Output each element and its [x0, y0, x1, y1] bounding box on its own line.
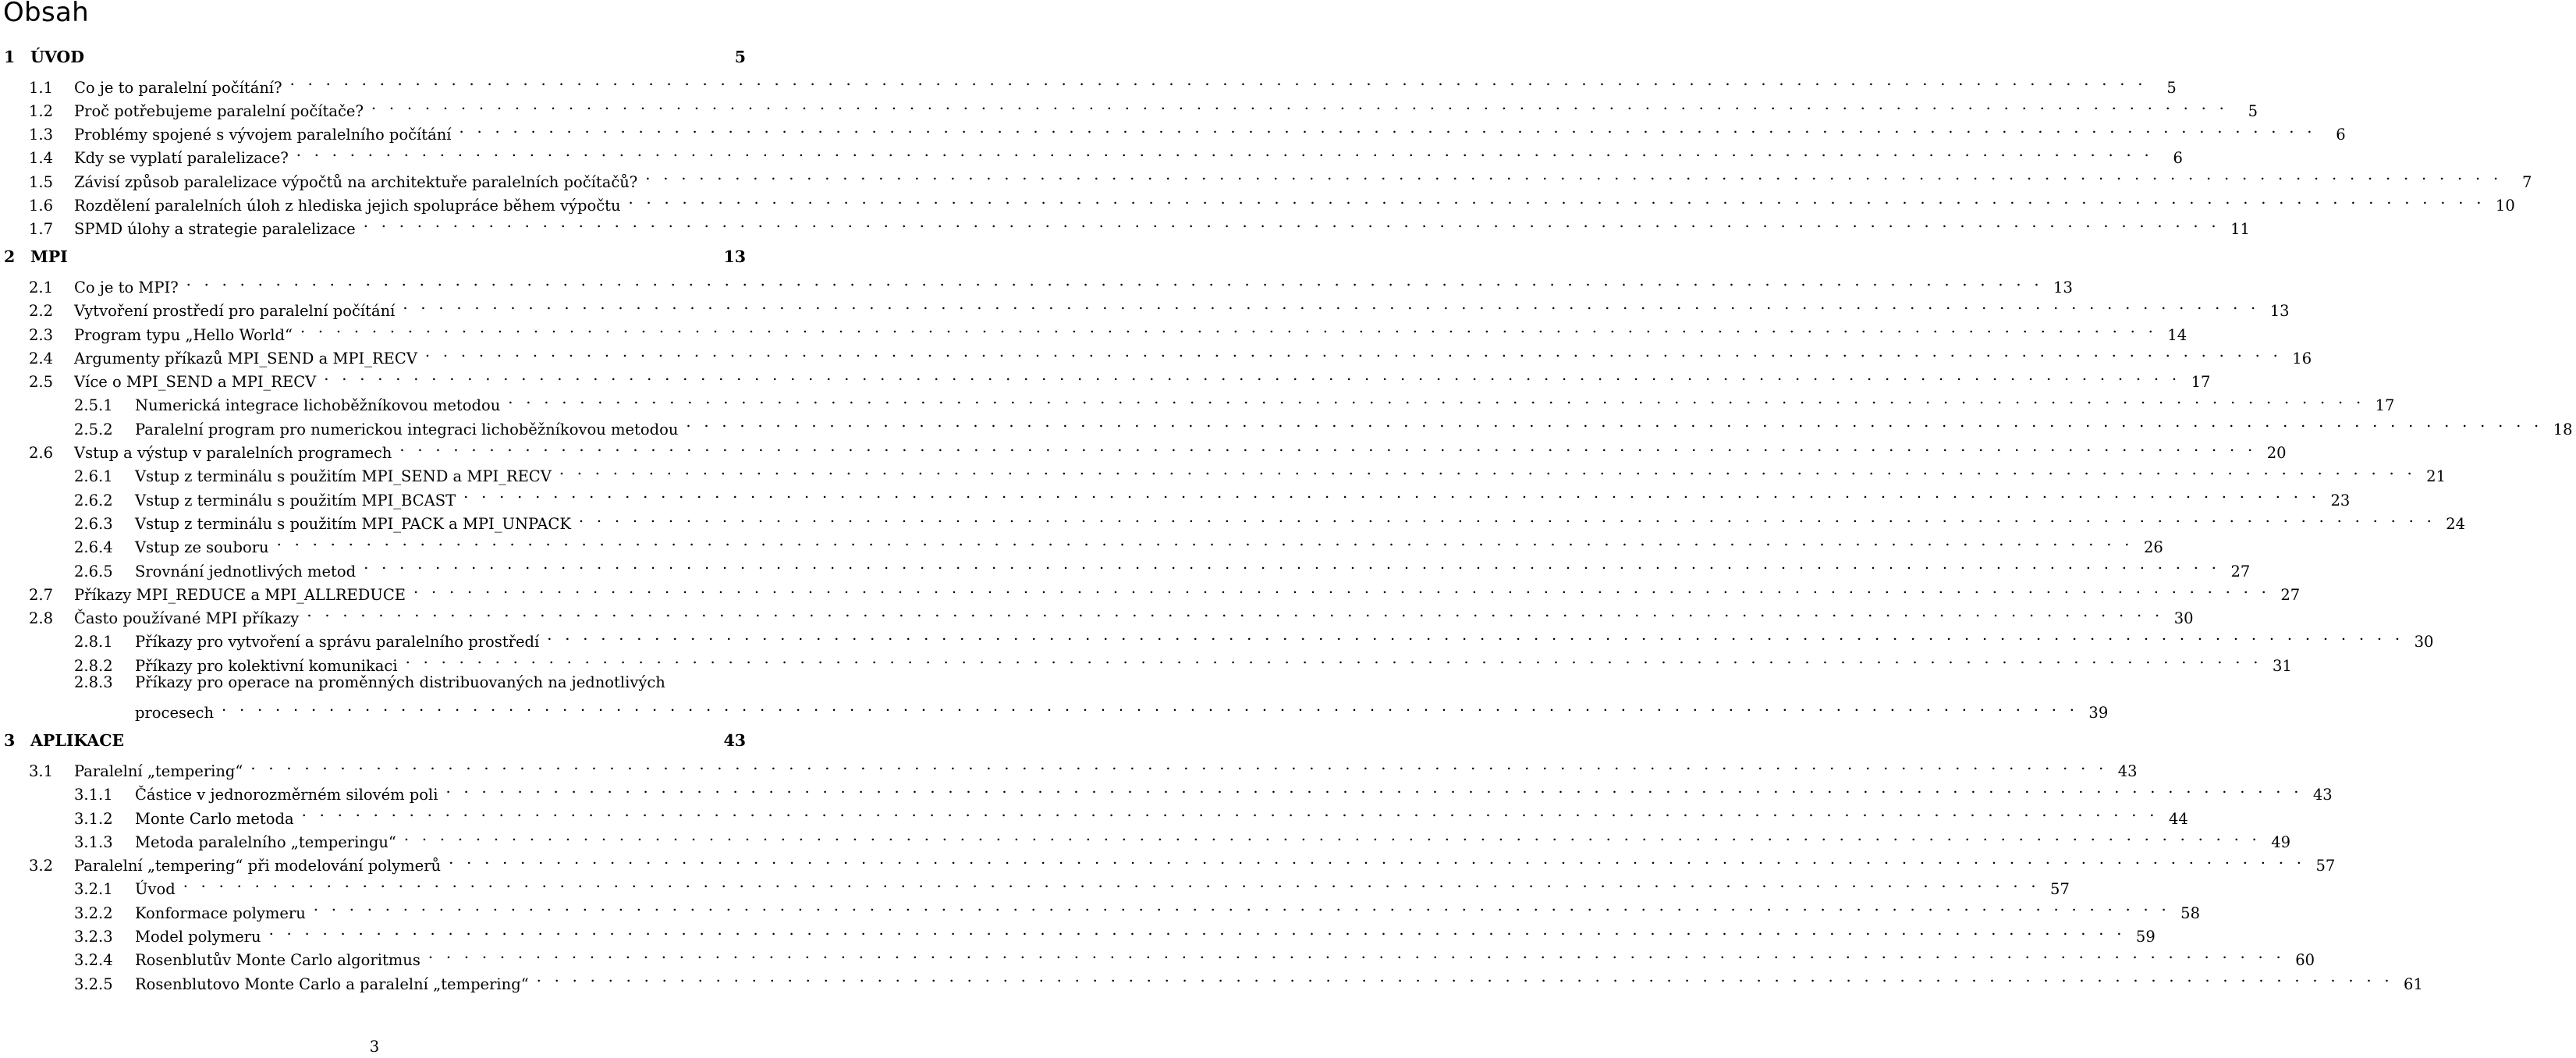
entry-title: Vstup a výstup v paralelních programech	[74, 444, 392, 463]
entry-page-number: 30	[2414, 633, 2434, 651]
toc-chapter	[0, 729, 2423, 993]
entry-number: 1.7	[29, 220, 54, 239]
page-title: Obsah	[3, 0, 89, 28]
page-number: 3	[369, 1038, 380, 1056]
entry-title: Rozdělení paralelních úloh z hlediska jejich spolupráce během výpočtu	[74, 197, 621, 215]
entry-number: 2.6.1	[74, 467, 113, 486]
entry-page-number: 20	[2266, 444, 2287, 463]
entry-number: 1	[4, 48, 16, 66]
entry-page-number: 58	[2180, 904, 2200, 922]
entry-number: 2.5.2	[74, 420, 113, 438]
toc-subsection-entry[interactable]	[0, 647, 2292, 675]
toc-chapter-entry[interactable]	[0, 245, 749, 268]
entry-title: Model polymeru	[135, 927, 261, 946]
entry-number: 3.1.3	[74, 833, 113, 851]
entry-title: Příkazy pro operace na proměnných distribuovaných na jednotlivých	[135, 673, 665, 691]
dot-leader	[282, 69, 2152, 92]
entry-page-number: 13	[723, 247, 746, 267]
entry-title: Co je to paralelní počítání?	[74, 78, 282, 97]
dot-leader	[678, 410, 2547, 434]
entry-number: 1.1	[29, 78, 54, 97]
entry-title: Paralelní program pro numerickou integraci lichoběžníkovou metodou	[135, 420, 679, 438]
entry-title: SPMD úlohy a strategie paralelizace	[74, 220, 356, 239]
entry-page-number: 14	[2167, 325, 2187, 344]
toc-subsection-entry[interactable]	[0, 458, 2446, 486]
toc-subsection-entry[interactable]	[0, 481, 2351, 509]
entry-page-number: 23	[2330, 491, 2351, 509]
toc-subsection-entry[interactable]	[0, 694, 2109, 722]
toc-section-entry[interactable]	[0, 364, 2211, 392]
entry-number: 2.8.1	[74, 633, 113, 651]
dot-leader	[316, 364, 2185, 387]
entry-title: APLIKACE	[30, 731, 125, 751]
entry-title: Vstup z terminálu s použitím MPI_SEND a MPI_RECV	[135, 467, 552, 486]
dot-leader	[637, 163, 2507, 186]
dot-leader	[539, 623, 2408, 647]
toc-subsection-entry[interactable]	[0, 800, 2188, 828]
entry-number: 2.1	[29, 278, 54, 296]
entry-page-number: 27	[2280, 585, 2301, 604]
entry-page-number: 5	[734, 48, 746, 66]
dot-leader	[396, 824, 2266, 847]
entry-title: MPI	[30, 247, 68, 267]
entry-page-number: 60	[2295, 951, 2315, 970]
entry-title: Proč potřebujeme paralelní počítače?	[74, 101, 364, 120]
entry-title: procesech	[135, 704, 215, 722]
toc-section-entry[interactable]	[0, 293, 2290, 321]
entry-page-number: 17	[2191, 373, 2211, 392]
entry-page-number: 49	[2271, 833, 2291, 851]
toc-subsection-entry[interactable]	[0, 410, 2573, 438]
entry-page-number: 57	[2315, 857, 2336, 875]
toc-section-entry[interactable]	[0, 187, 2515, 215]
entry-page-number: 13	[2053, 278, 2073, 296]
toc-subsection-entry[interactable]	[0, 871, 2070, 899]
entry-title: Příkazy MPI_REDUCE a MPI_ALLREDUCE	[74, 585, 406, 604]
dot-leader	[438, 776, 2308, 800]
toc-chapter-entry[interactable]	[0, 729, 749, 752]
dot-leader	[406, 577, 2275, 600]
entry-page-number: 6	[2173, 149, 2183, 168]
entry-page-number: 26	[2143, 538, 2163, 557]
dot-leader	[356, 552, 2225, 576]
entry-number: 2.5.1	[74, 396, 113, 415]
entry-title: Program typu „Hello World“	[74, 325, 293, 344]
entry-number: 1.4	[29, 149, 54, 168]
entry-number: 2	[4, 247, 16, 267]
entry-number: 2.8.3	[74, 673, 113, 691]
entry-title: Srovnání jednotlivých metod	[135, 562, 357, 580]
entry-page-number: 24	[2446, 514, 2466, 533]
toc-section-entry[interactable]	[0, 140, 2183, 168]
entry-title: Příkazy pro vytvoření a správu paralelního prostředí	[135, 633, 540, 651]
entry-page-number: 7	[2522, 172, 2532, 191]
entry-number: 3.2.2	[74, 904, 113, 922]
toc-section-entry[interactable]	[0, 163, 2532, 191]
entry-page-number: 61	[2404, 975, 2423, 993]
entry-number: 3.2.5	[74, 975, 113, 993]
entry-number: 2.8	[29, 609, 54, 628]
entry-page-number: 6	[2336, 126, 2346, 144]
toc-section-entry[interactable]	[0, 435, 2287, 463]
entry-title: Závisí způsob paralelizace výpočtů na architektuře paralelních počítačů?	[74, 172, 638, 191]
entry-title: Částice v jednorozměrném silovém poli	[135, 786, 438, 804]
entry-number: 2.5	[29, 373, 54, 392]
entry-title: Často používané MPI příkazy	[74, 609, 300, 628]
entry-number: 3.2.4	[74, 951, 113, 970]
entry-title: Kdy se vyplatí paralelizace?	[74, 149, 289, 168]
toc-section-entry[interactable]	[0, 116, 2346, 144]
table-of-contents	[0, 45, 2573, 1000]
entry-number: 3.2.3	[74, 927, 113, 946]
entry-number: 2.6.3	[74, 514, 113, 533]
entry-number: 2.2	[29, 302, 54, 321]
dot-leader	[356, 211, 2225, 234]
entry-page-number: 44	[2168, 809, 2188, 828]
entry-page-number: 27	[2230, 562, 2251, 580]
dot-leader	[456, 481, 2325, 505]
entry-title: Co je to MPI?	[74, 278, 179, 296]
entry-number: 2.7	[29, 585, 54, 604]
toc-subsection-entry[interactable]	[0, 552, 2251, 580]
entry-number: 3.1.1	[74, 786, 113, 804]
entry-number: 2.6.5	[74, 562, 113, 580]
dot-leader	[392, 435, 2261, 458]
entry-page-number: 57	[2050, 880, 2070, 899]
entry-title: Rosenblutův Monte Carlo algoritmus	[135, 951, 420, 970]
toc-subsection-entry[interactable]	[0, 894, 2200, 922]
entry-title: Více o MPI_SEND a MPI_RECV	[74, 373, 317, 392]
toc-section-entry[interactable]	[0, 600, 2194, 628]
entry-number: 1.3	[29, 126, 54, 144]
entry-number: 3.1	[29, 762, 54, 780]
dot-leader	[441, 847, 2310, 871]
dot-leader	[261, 918, 2131, 942]
entry-title: ÚVOD	[30, 48, 85, 66]
toc-section-entry[interactable]	[0, 269, 2073, 296]
dot-leader	[500, 387, 2369, 410]
toc-section-entry[interactable]	[0, 211, 2250, 239]
toc-chapter-entry[interactable]	[0, 45, 749, 69]
dot-leader	[294, 800, 2163, 823]
toc-section-entry[interactable]	[0, 847, 2336, 875]
entry-page-number: 59	[2135, 927, 2156, 946]
entry-title: Vstup z terminálu s použitím MPI_BCAST	[135, 491, 456, 509]
dot-leader	[289, 140, 2158, 163]
entry-page-number: 17	[2375, 396, 2395, 415]
entry-number: 1.6	[29, 197, 54, 215]
entry-number: 3.2	[29, 857, 54, 875]
dot-leader	[417, 340, 2287, 364]
toc-subsection-entry[interactable]	[0, 965, 2423, 993]
entry-title: Vstup z terminálu s použitím MPI_PACK a MPI_UNPACK	[135, 514, 571, 533]
toc-subsection-entry[interactable]	[0, 529, 2163, 557]
toc-section-entry[interactable]	[0, 577, 2301, 604]
toc-section-entry[interactable]	[0, 753, 2138, 780]
dot-leader	[214, 694, 2083, 718]
entry-number: 3	[4, 731, 16, 751]
toc-chapter	[0, 45, 2532, 239]
entry-title: Numerická integrace lichoběžníkovou metodou	[135, 396, 501, 415]
dot-leader	[299, 600, 2168, 623]
dot-leader	[420, 942, 2290, 965]
entry-page-number: 31	[2272, 656, 2292, 675]
entry-title: Paralelní „tempering“	[74, 762, 243, 780]
dot-leader	[293, 316, 2162, 339]
toc-subsection-entry[interactable]	[0, 623, 2434, 651]
entry-title: Rosenblutovo Monte Carlo a paralelní „tempering“	[135, 975, 529, 993]
entry-number: 2.3	[29, 325, 54, 344]
entry-number: 3.2.1	[74, 880, 113, 899]
toc-subsection-entry[interactable]	[0, 387, 2395, 415]
dot-leader	[176, 871, 2045, 894]
entry-number: 3.1.2	[74, 809, 113, 828]
dot-leader	[306, 894, 2175, 918]
entry-title: Úvod	[135, 880, 176, 899]
toc-section-entry[interactable]	[0, 316, 2187, 344]
dot-leader	[395, 293, 2264, 316]
dot-leader	[529, 965, 2398, 989]
entry-title: Monte Carlo metoda	[135, 809, 294, 828]
dot-leader	[364, 93, 2233, 116]
entry-title: Paralelní „tempering“ při modelování polymerů	[74, 857, 442, 875]
dot-leader	[621, 187, 2490, 211]
entry-number: 2.6.4	[74, 538, 113, 557]
entry-page-number: 43	[2312, 786, 2333, 804]
toc-section-entry[interactable]	[0, 93, 2258, 120]
entry-title: Metoda paralelního „temperingu“	[135, 833, 396, 851]
toc-subsection-entry[interactable]	[0, 918, 2156, 946]
entry-page-number: 11	[2230, 220, 2250, 239]
entry-title: Příkazy pro kolektivní komunikaci	[135, 656, 398, 675]
toc-section-entry[interactable]	[0, 340, 2312, 367]
toc-subsection-entry[interactable]	[0, 776, 2333, 804]
toc-subsection-entry[interactable]	[0, 671, 749, 694]
entry-page-number: 10	[2495, 197, 2515, 215]
dot-leader	[269, 529, 2138, 552]
entry-number: 2.8.2	[74, 656, 113, 675]
entry-number: 2.6.2	[74, 491, 113, 509]
entry-page-number: 13	[2269, 302, 2290, 321]
entry-title: Vytvoření prostředí pro paralelní počítání	[74, 302, 396, 321]
toc-subsection-entry[interactable]	[0, 824, 2291, 851]
entry-title: Argumenty příkazů MPI_SEND a MPI_RECV	[74, 349, 417, 367]
dot-leader	[571, 506, 2440, 529]
entry-number: 1.2	[29, 101, 54, 120]
toc-section-entry[interactable]	[0, 69, 2177, 97]
entry-title: Konformace polymeru	[135, 904, 306, 922]
dot-leader	[179, 269, 2048, 293]
entry-page-number: 43	[2117, 762, 2138, 780]
toc-subsection-entry[interactable]	[0, 942, 2315, 970]
entry-title: Problémy spojené s vývojem paralelního počítání	[74, 126, 452, 144]
entry-number: 2.4	[29, 349, 54, 367]
entry-page-number: 21	[2426, 467, 2446, 486]
dot-leader	[452, 116, 2321, 140]
entry-number: 1.5	[29, 172, 54, 191]
entry-number: 2.6	[29, 444, 54, 463]
entry-page-number: 5	[2248, 101, 2258, 120]
toc-subsection-entry[interactable]	[0, 506, 2466, 533]
toc-chapter	[0, 245, 2573, 722]
entry-page-number: 30	[2173, 609, 2194, 628]
entry-title: Vstup ze souboru	[135, 538, 269, 557]
entry-page-number: 18	[2553, 420, 2573, 438]
entry-page-number: 16	[2292, 349, 2312, 367]
entry-page-number: 5	[2166, 78, 2177, 97]
entry-page-number: 43	[723, 731, 746, 751]
dot-leader	[243, 753, 2112, 776]
entry-page-number: 39	[2088, 704, 2109, 722]
dot-leader	[552, 458, 2421, 481]
dot-leader	[398, 647, 2267, 670]
